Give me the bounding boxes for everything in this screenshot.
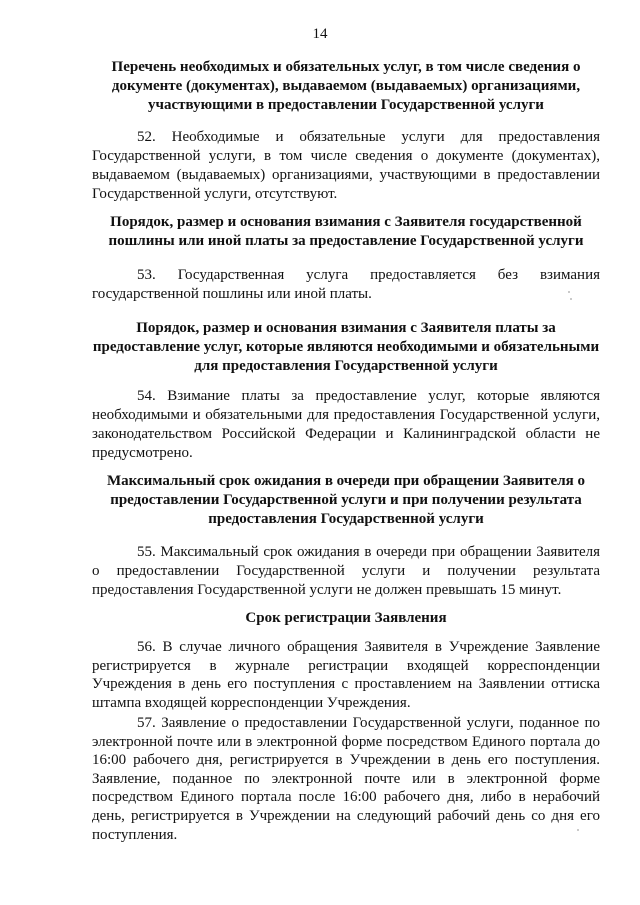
section-heading-queue-time: Максимальный срок ожидания в очереди при обращении Заявителя о предоставлении Государственной услуги и при получении результата предоставления Государственной услуги: [106, 473, 585, 527]
section-heading-fee-for-services: Порядок, размер и основания взимания с Заявителя платы за предоставление услуг, которые являются необходимыми и обязательными для предоставления Государственной услуги: [92, 320, 600, 374]
section-heading-required-services: Перечень необходимых и обязательных услуг, в том числе сведения о документе (документах), выдаваемом (выдаваемых) организациями, участвующими в предоставлении Государственной услуги: [111, 59, 581, 113]
scan-speck: [570, 298, 572, 300]
section-heading-registration-term: Срок регистрации Заявления: [245, 610, 447, 626]
paragraph-56: 56. В случае личного обращения Заявителя в Учреждение Заявление регистрируется в журнале регистрации входящей корреспонденции Учреждения в день его поступления с проставлением на Заявлении оттиска штампа входящей корреспонденции Учреждения.: [92, 639, 600, 711]
paragraph-52: 52. Необходимые и обязательные услуги для предоставления Государственной услуги, в том числе сведения о документе (документах), выдаваемом (выдаваемых) организациями, участвующими в предоставлении Государственной услуги, отсутствуют.: [92, 129, 600, 202]
scan-speck: [568, 291, 570, 293]
paragraph-53: 53. Государственная услуга предоставляется без взимания государственной пошлины или иной платы.: [92, 267, 600, 302]
paragraph-54: 54. Взимание платы за предоставление услуг, которые являются необходимыми и обязательными для предоставления Государственной услуги, законодательством Российской Федерации и Калининградской области не предусмотрено.: [92, 388, 600, 461]
section-heading-state-fee: Порядок, размер и основания взимания с Заявителя государственной пошлины или иной платы за предоставление Государственной услуги: [108, 214, 584, 249]
scan-speck: [577, 829, 579, 831]
paragraph-57: 57. Заявление о предоставлении Государственной услуги, поданное по электронной почте или в электронной форме посредством Единого портала до 16:00 рабочего дня, регистрируется в Учреждении в день его поступления. Заявление, поданное по электронной почте или в электронной форме посредством Единого портала после 16:00 рабочего дня, либо в нерабочий день, регистрируется в Учреждении на следующий рабочий день со дня его поступления.: [92, 715, 600, 843]
paragraph-55: 55. Максимальный срок ожидания в очереди при обращении Заявителя о предоставлении Государственной услуги и получении результата предоставления Государственной услуги не должен превышать 15 минут.: [92, 544, 600, 598]
page-number: 14: [312, 26, 328, 42]
